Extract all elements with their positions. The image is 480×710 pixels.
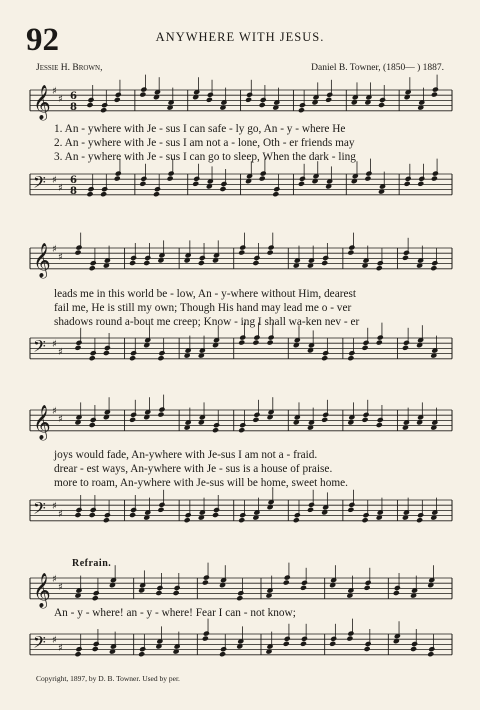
note-head xyxy=(198,260,205,266)
note-head xyxy=(239,335,246,341)
note-head xyxy=(268,245,275,251)
note-head xyxy=(377,335,384,341)
note-head xyxy=(361,517,368,523)
note-head xyxy=(203,575,210,581)
note-head xyxy=(260,97,267,103)
note-head xyxy=(212,427,219,433)
note-head xyxy=(114,176,121,182)
note-head xyxy=(377,417,384,423)
note-head xyxy=(90,417,97,423)
note-head xyxy=(377,260,384,266)
treble-clef-icon: 𝄞 xyxy=(33,243,51,278)
note-head xyxy=(86,191,93,197)
lyric-line: An - y - where! an - y - where! Fear I can - not know; xyxy=(54,607,296,619)
note-head xyxy=(348,350,355,356)
note-head xyxy=(301,636,308,642)
note-head xyxy=(139,646,146,652)
sharp-icon: ♯ xyxy=(52,635,57,646)
lyric-line: leads me in this world be - low, An - y-where without Him, dearest xyxy=(54,288,357,300)
note-head xyxy=(364,585,371,591)
lyric-line: joys would fade, An-ywhere with Je-sus I am not a - fraid. xyxy=(54,449,318,461)
note-head xyxy=(138,651,145,657)
note-head xyxy=(300,585,307,591)
note-head xyxy=(365,641,372,647)
note-head xyxy=(253,412,260,418)
note-head xyxy=(267,250,274,256)
note-head xyxy=(403,250,410,256)
system-3-bass-staff xyxy=(0,490,480,540)
sharp-icon: ♯ xyxy=(52,175,57,186)
note-head xyxy=(100,107,107,113)
copyright-footer: Copyright, 1897, by D. B. Towner. Used by per. xyxy=(36,674,180,683)
system-1-bass-staff xyxy=(0,164,480,214)
lyric-line: 1. An - ywhere with Je - sus I can safe - ly go, An - y - where He xyxy=(54,123,346,135)
note-head xyxy=(252,417,259,423)
note-head xyxy=(89,265,96,271)
note-head xyxy=(238,250,245,256)
note-head xyxy=(246,92,253,98)
treble-clef-icon: 𝄞 xyxy=(33,85,51,120)
bass-clef-icon: 𝄢 xyxy=(33,632,46,656)
note-head xyxy=(87,186,94,192)
note-head xyxy=(154,186,161,192)
note-head xyxy=(431,260,438,266)
note-head xyxy=(158,407,165,413)
note-head xyxy=(203,631,210,637)
note-head xyxy=(192,181,199,187)
note-head xyxy=(104,345,111,351)
note-head xyxy=(90,507,97,513)
note-head xyxy=(379,97,386,103)
note-head xyxy=(86,102,93,108)
note-head xyxy=(293,517,300,523)
bass-clef-icon: 𝄢 xyxy=(33,172,46,196)
note-head xyxy=(236,595,243,601)
note-head xyxy=(432,87,439,93)
note-head xyxy=(299,176,306,182)
sharp-icon: ♯ xyxy=(58,509,63,520)
system-3-treble-staff xyxy=(0,400,480,450)
time-signature-denominator: 8 xyxy=(70,102,77,113)
note-head xyxy=(272,191,279,197)
note-head xyxy=(75,646,82,652)
hymn-title: ANYWHERE WITH JESUS. xyxy=(155,30,325,44)
system-2-treble-staff xyxy=(0,238,480,288)
note-head xyxy=(260,171,267,177)
note-head xyxy=(101,186,108,192)
note-head xyxy=(87,97,94,103)
note-head xyxy=(346,636,353,642)
note-head xyxy=(347,507,354,513)
note-head xyxy=(153,191,160,197)
note-head xyxy=(284,575,291,581)
note-head xyxy=(220,181,227,187)
note-head xyxy=(239,512,246,518)
note-head xyxy=(140,176,147,182)
note-head xyxy=(75,507,82,513)
note-head xyxy=(238,517,245,523)
note-head xyxy=(308,502,315,508)
note-head xyxy=(168,171,175,177)
lyric-line: drear - est ways, An-ywhere with Je - sus is a house of praise. xyxy=(54,463,333,475)
note-head xyxy=(298,181,305,187)
note-head xyxy=(213,422,220,428)
note-head xyxy=(393,590,400,596)
note-head xyxy=(139,92,146,98)
sharp-icon: ♯ xyxy=(58,183,63,194)
note-head xyxy=(402,345,409,351)
note-head xyxy=(411,641,418,647)
note-head xyxy=(101,102,108,108)
note-head xyxy=(144,255,151,261)
note-head xyxy=(361,417,368,423)
note-head xyxy=(378,102,385,108)
note-head xyxy=(74,651,81,657)
sharp-icon: ♯ xyxy=(52,574,57,585)
note-head xyxy=(115,92,122,98)
hymn-number: 92 xyxy=(26,22,59,58)
note-head xyxy=(273,186,280,192)
treble-clef-icon: 𝄞 xyxy=(33,405,51,440)
note-head xyxy=(90,350,97,356)
time-signature-denominator: 8 xyxy=(70,186,77,197)
note-head xyxy=(114,97,121,103)
note-head xyxy=(329,641,336,647)
note-head xyxy=(394,585,401,591)
note-head xyxy=(267,340,274,346)
lyricist-credit: Jessie H. Brown, xyxy=(36,63,103,73)
note-head xyxy=(143,260,150,266)
note-head xyxy=(158,502,165,508)
note-head xyxy=(402,255,409,261)
note-head xyxy=(284,636,291,642)
note-head xyxy=(431,92,438,98)
note-head xyxy=(156,585,163,591)
note-head xyxy=(220,646,227,652)
note-head xyxy=(158,350,165,356)
note-head xyxy=(259,102,266,108)
bass-clef-icon: 𝄢 xyxy=(33,336,46,360)
note-head xyxy=(321,260,328,266)
note-head xyxy=(298,107,305,113)
note-head xyxy=(238,340,245,346)
note-head xyxy=(129,417,136,423)
note-head xyxy=(330,636,337,642)
note-head xyxy=(157,507,164,513)
note-head xyxy=(361,345,368,351)
note-head xyxy=(89,422,96,428)
note-head xyxy=(376,265,383,271)
time-signature-numerator: 6 xyxy=(70,91,77,102)
note-head xyxy=(376,340,383,346)
note-head xyxy=(348,502,355,508)
note-head xyxy=(140,87,147,93)
note-head xyxy=(321,355,328,361)
note-head xyxy=(103,350,110,356)
note-head xyxy=(75,340,82,346)
note-head xyxy=(365,171,372,177)
note-head xyxy=(75,245,82,251)
note-head xyxy=(268,335,275,341)
composer-credit: Daniel B. Towner, (1850— ) 1887. xyxy=(311,63,444,73)
note-head xyxy=(238,427,245,433)
note-head xyxy=(139,181,146,187)
note-head xyxy=(89,512,96,518)
note-head xyxy=(431,176,438,182)
note-head xyxy=(130,255,137,261)
note-head xyxy=(199,255,206,261)
sharp-icon: ♯ xyxy=(52,501,57,512)
note-head xyxy=(129,260,136,266)
note-head xyxy=(405,176,412,182)
note-head xyxy=(325,97,332,103)
note-head xyxy=(157,355,164,361)
note-head xyxy=(322,412,329,418)
note-head xyxy=(432,171,439,177)
note-head xyxy=(416,517,423,523)
note-head xyxy=(74,345,81,351)
note-head xyxy=(129,355,136,361)
sharp-icon: ♯ xyxy=(58,414,63,425)
note-head xyxy=(376,422,383,428)
note-head xyxy=(403,340,410,346)
note-head xyxy=(428,646,435,652)
lyric-line: 3. An - ywhere with Je - sus I can go to sleep, When the dark - ling xyxy=(54,151,356,163)
lyric-line: more to roam, An-ywhere with Je-sus will be home, sweet home. xyxy=(54,477,348,489)
note-head xyxy=(100,191,107,197)
note-head xyxy=(184,517,191,523)
note-head xyxy=(193,176,200,182)
bass-clef-icon: 𝄢 xyxy=(33,498,46,522)
note-head xyxy=(418,176,425,182)
note-head xyxy=(430,265,437,271)
note-head xyxy=(299,102,306,108)
note-head xyxy=(410,646,417,652)
note-head xyxy=(417,181,424,187)
note-head xyxy=(322,255,329,261)
note-head xyxy=(130,412,137,418)
lyric-line: shadows round a-bout me creep; Know - ing I shall wa-ken nev - er xyxy=(54,316,360,328)
note-head xyxy=(427,651,434,657)
note-head xyxy=(364,176,371,182)
sharp-icon: ♯ xyxy=(58,643,63,654)
note-head xyxy=(74,512,81,518)
system-4-bass-staff xyxy=(0,624,480,674)
note-head xyxy=(219,186,226,192)
note-head xyxy=(219,651,226,657)
note-head xyxy=(129,512,136,518)
sharp-icon: ♯ xyxy=(58,347,63,358)
note-head xyxy=(300,641,307,647)
sharp-icon: ♯ xyxy=(58,582,63,593)
note-head xyxy=(252,260,259,266)
note-head xyxy=(174,585,181,591)
note-head xyxy=(283,580,290,586)
sharp-icon: ♯ xyxy=(58,94,63,105)
note-head xyxy=(362,340,369,346)
note-head xyxy=(362,412,369,418)
note-head xyxy=(404,181,411,187)
note-head xyxy=(364,646,371,652)
note-head xyxy=(347,250,354,256)
note-head xyxy=(173,590,180,596)
note-head xyxy=(365,580,372,586)
system-2-bass-staff xyxy=(0,328,480,378)
note-head xyxy=(92,595,99,601)
note-head xyxy=(347,631,354,637)
note-head xyxy=(252,340,259,346)
note-head xyxy=(237,590,244,596)
note-head xyxy=(239,422,246,428)
note-head xyxy=(207,92,214,98)
time-signature-numerator: 6 xyxy=(70,175,77,186)
note-head xyxy=(206,97,213,103)
note-head xyxy=(89,355,96,361)
note-head xyxy=(93,641,100,647)
note-head xyxy=(347,355,354,361)
note-head xyxy=(202,636,209,642)
note-head xyxy=(115,171,122,177)
note-head xyxy=(362,512,369,518)
note-head xyxy=(74,250,81,256)
sharp-icon: ♯ xyxy=(52,406,57,417)
note-head xyxy=(322,350,329,356)
note-head xyxy=(321,417,328,423)
note-head xyxy=(92,646,99,652)
note-head xyxy=(259,176,266,182)
note-head xyxy=(90,260,97,266)
lyric-line: 2. An - ywhere with Je - sus I am not a - lone, Oth - er friends may xyxy=(54,137,355,149)
note-head xyxy=(157,412,164,418)
note-head xyxy=(104,512,111,518)
sharp-icon: ♯ xyxy=(52,339,57,350)
note-head xyxy=(307,507,314,513)
note-head xyxy=(283,641,290,647)
note-head xyxy=(245,97,252,103)
note-head xyxy=(294,512,301,518)
note-head xyxy=(103,517,110,523)
note-head xyxy=(348,245,355,251)
note-head xyxy=(326,92,333,98)
note-head xyxy=(93,590,100,596)
note-head xyxy=(130,350,137,356)
sharp-icon: ♯ xyxy=(58,252,63,263)
note-head xyxy=(167,176,174,182)
note-head xyxy=(213,507,220,513)
lyric-line: fail me, He is still my own; Though His hand may lead me o - ver xyxy=(54,302,352,314)
note-head xyxy=(202,580,209,586)
sharp-icon: ♯ xyxy=(52,244,57,255)
refrain-label: Refrain. xyxy=(72,558,112,569)
note-head xyxy=(130,507,137,513)
note-head xyxy=(253,255,260,261)
treble-clef-icon: 𝄞 xyxy=(33,573,51,608)
note-head xyxy=(155,590,162,596)
note-head xyxy=(185,512,192,518)
note-head xyxy=(417,512,424,518)
note-head xyxy=(301,580,308,586)
note-head xyxy=(212,512,219,518)
note-head xyxy=(239,245,246,251)
note-head xyxy=(253,335,260,341)
sharp-icon: ♯ xyxy=(52,86,57,97)
